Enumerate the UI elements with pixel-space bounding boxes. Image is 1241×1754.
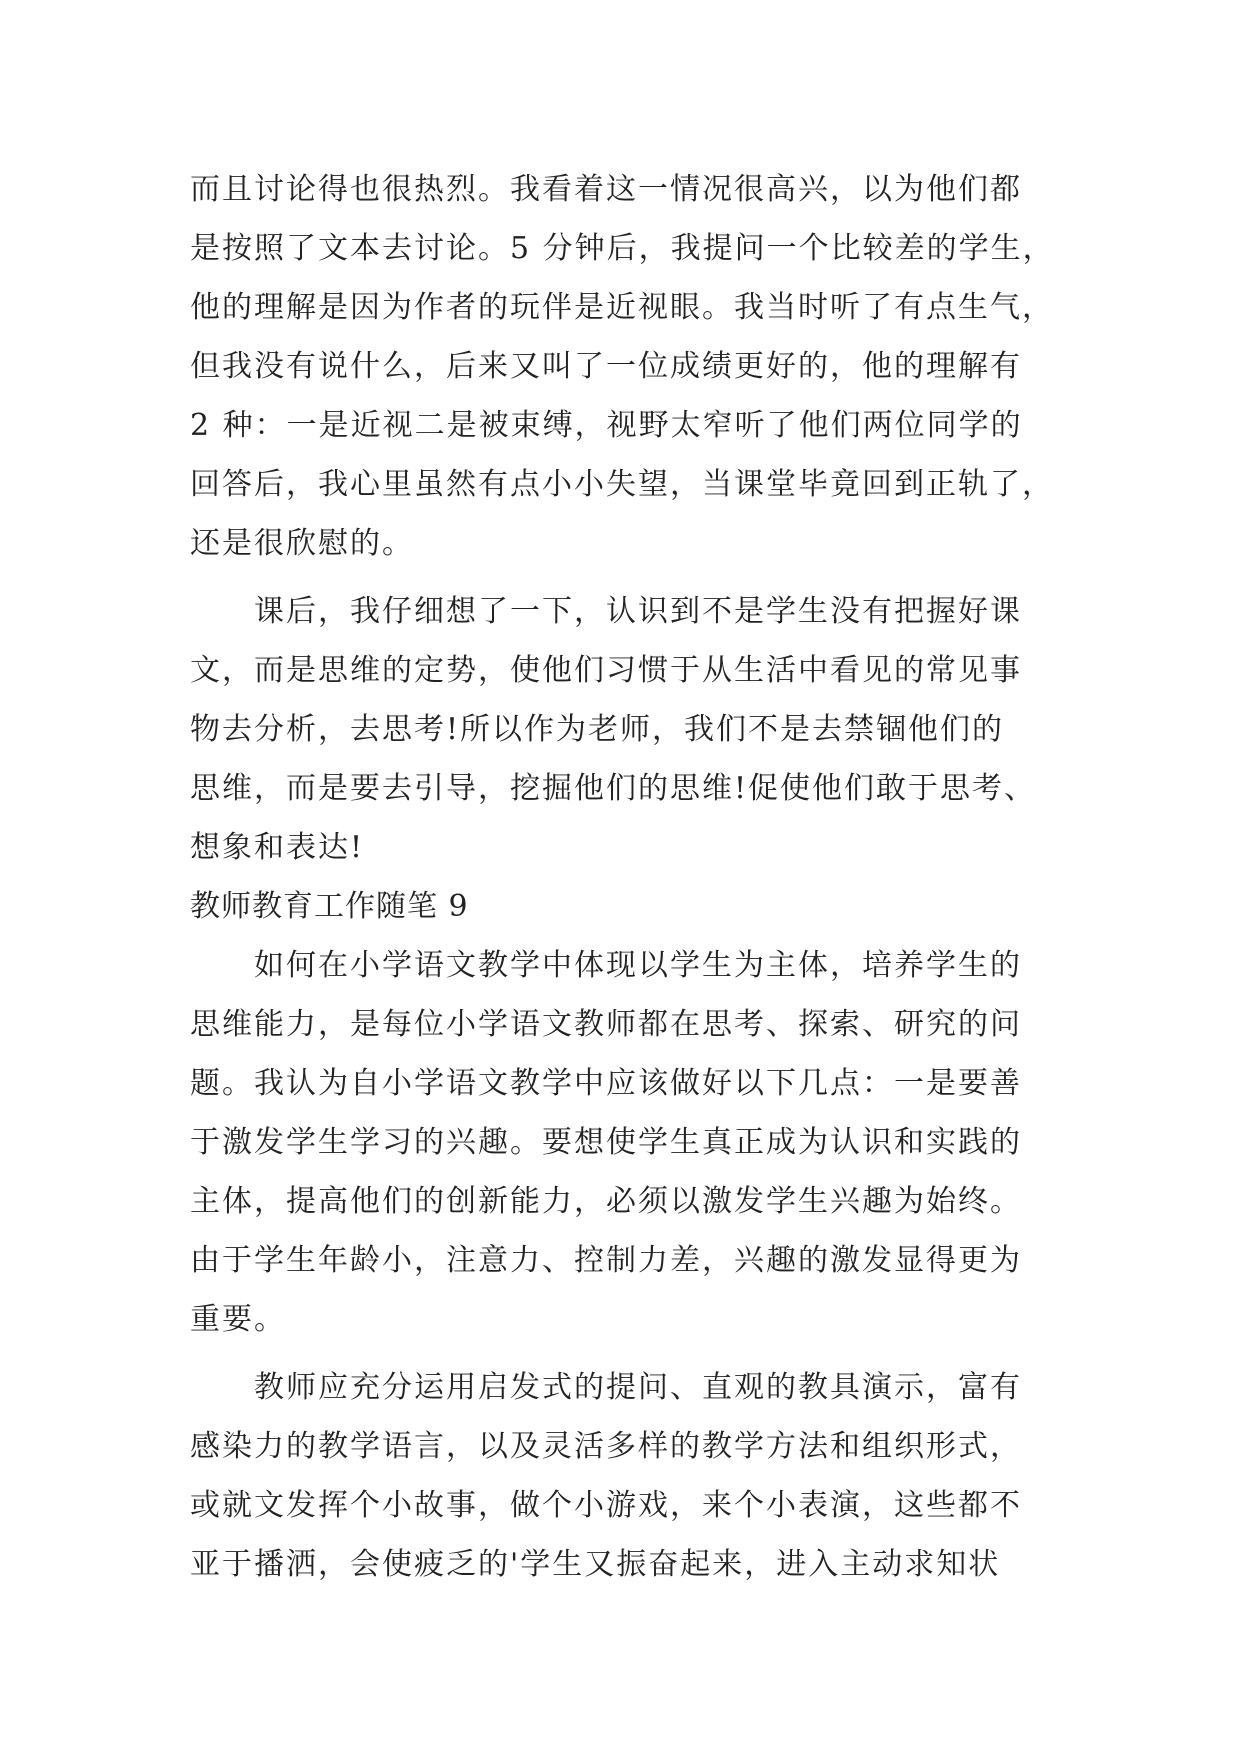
text-line: 回答后，我心里虽然有点小小失望，当课堂毕竟回到正轨了， <box>190 467 1054 502</box>
text-line: 或就文发挥个小故事，做个小游戏，来个小表演，这些都不 <box>190 1488 1022 1523</box>
text-line: 而且讨论得也很热烈。我看着这一情况很高兴，以为他们都 <box>190 172 1022 207</box>
text-line: 思维，而是要去引导，挖掘他们的思维!促使他们敢于思考、 <box>190 771 1037 806</box>
paragraph <box>190 160 1090 573</box>
text-line: 2 种：一是近视二是被束缚，视野太窄听了他们两位同学的 <box>190 408 1023 443</box>
paragraph <box>190 582 1090 877</box>
text-line: 物去分析，去思考!所以作为老师，我们不是去禁锢他们的 <box>190 712 1005 747</box>
text-line: 还是很欣慰的。 <box>190 526 414 561</box>
text-line: 教师应充分运用启发式的提问、直观的教具演示，富有 <box>254 1370 1022 1405</box>
text-line: 主体，提高他们的创新能力，必须以激发学生兴趣为始终。 <box>190 1184 1022 1219</box>
text-line: 感染力的教学语言，以及灵活多样的教学方法和组织形式， <box>190 1429 1022 1464</box>
paragraph <box>190 936 1090 1349</box>
document-body <box>190 160 1090 1594</box>
text-line: 亚于播洒，会使疲乏的'学生又振奋起来，进入主动求知状 <box>190 1547 1001 1582</box>
text-line: 题。我认为自小学语文教学中应该做好以下几点：一是要善 <box>190 1066 1022 1101</box>
text-line: 由于学生年龄小，注意力、控制力差，兴趣的激发显得更为 <box>190 1243 1022 1278</box>
text-line: 他的理解是因为作者的玩伴是近视眼。我当时听了有点生气， <box>190 290 1054 325</box>
text-line: 如何在小学语文教学中体现以学生为主体，培养学生的 <box>254 948 1022 983</box>
text-line: 是按照了文本去讨论。5 分钟后，我提问一个比较差的学生， <box>190 231 1055 266</box>
section-heading: 教师教育工作随笔 9 <box>190 889 469 924</box>
text-line: 思维能力，是每位小学语文教师都在思考、探索、研究的问 <box>190 1007 1022 1042</box>
text-line: 于激发学生学习的兴趣。要想使学生真正成为认识和实践的 <box>190 1125 1022 1160</box>
paragraph <box>190 1358 1090 1594</box>
text-line: 重要。 <box>190 1302 286 1337</box>
text-line: 但我没有说什么，后来又叫了一位成绩更好的，他的理解有 <box>190 349 1022 384</box>
text-line: 想象和表达! <box>190 830 365 865</box>
text-line: 课后，我仔细想了一下，认识到不是学生没有把握好课 <box>254 594 1022 629</box>
text-line: 文，而是思维的定势，使他们习惯于从生活中看见的常见事 <box>190 653 1022 688</box>
